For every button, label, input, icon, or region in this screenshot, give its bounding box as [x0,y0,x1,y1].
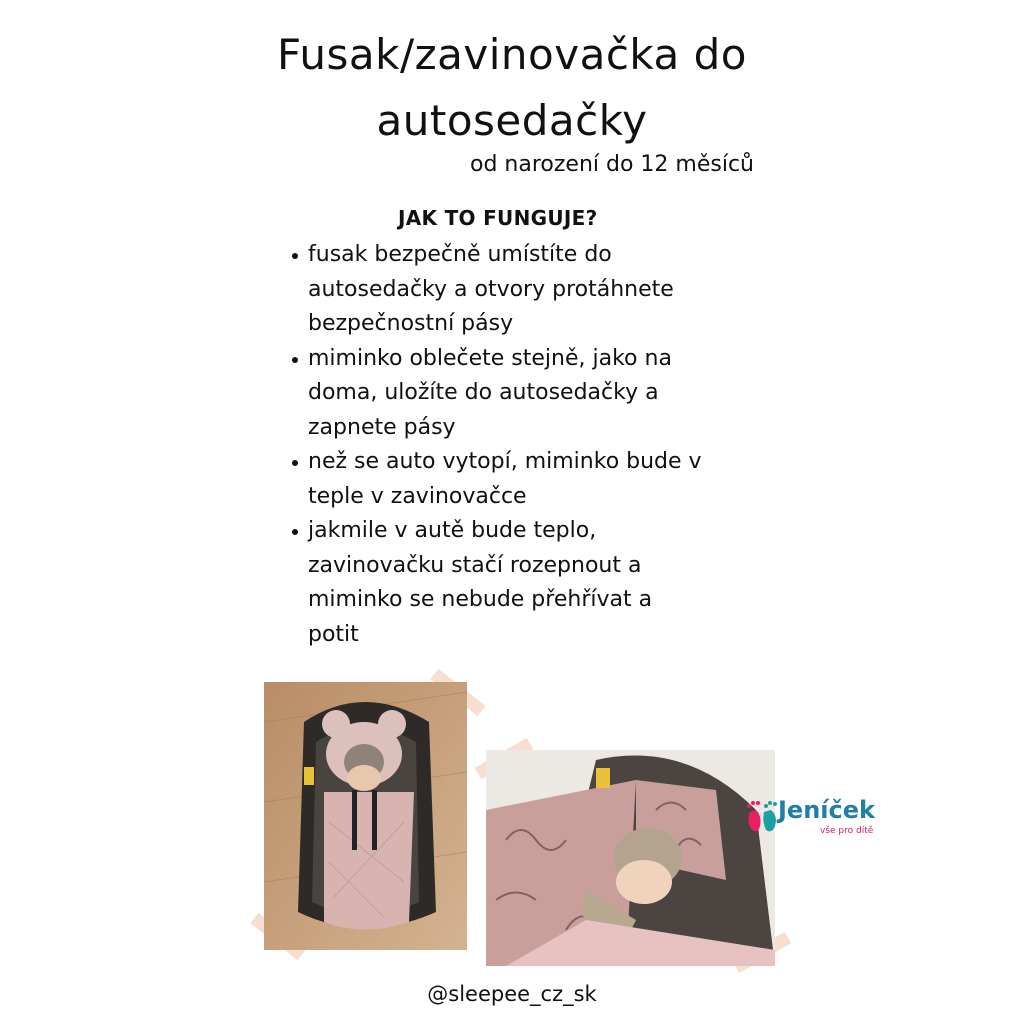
logo-tagline: vše pro dítě [820,826,874,836]
footprints-icon [744,798,778,836]
photo-illustration [486,750,775,966]
subtitle: od narození do 12 měsíců [470,152,754,177]
brand-logo [744,798,904,842]
section-heading: JAK TO FUNGUJE? [398,206,598,230]
photo-baby-car-seat-closeup [486,750,775,966]
logo-name: Jeníček [778,796,875,824]
photo-illustration [264,682,467,950]
title-line-1: Fusak/zavinovačka do [277,30,747,79]
social-handle: @sleepee_cz_sk [427,982,597,1006]
title-line-2: autosedačky [376,96,648,145]
bullet-item: fusak bezpečně umístíte do autosedačky a otvory protáhnete bezpečnostní pásy [290,238,770,342]
bullet-item: než se auto vytopí, miminko bude v teple v zavinovačce [290,445,770,514]
photo-baby-car-seat-top [264,682,467,950]
bullet-item: jakmile v autě bude teplo, zavinovačku stačí rozepnout a miminko se nebude přehřívat a potit [290,514,770,652]
bullet-item: miminko oblečete stejně, jako na doma, uložíte do autosedačky a zapnete pásy [290,342,770,446]
bullet-list [290,238,770,652]
